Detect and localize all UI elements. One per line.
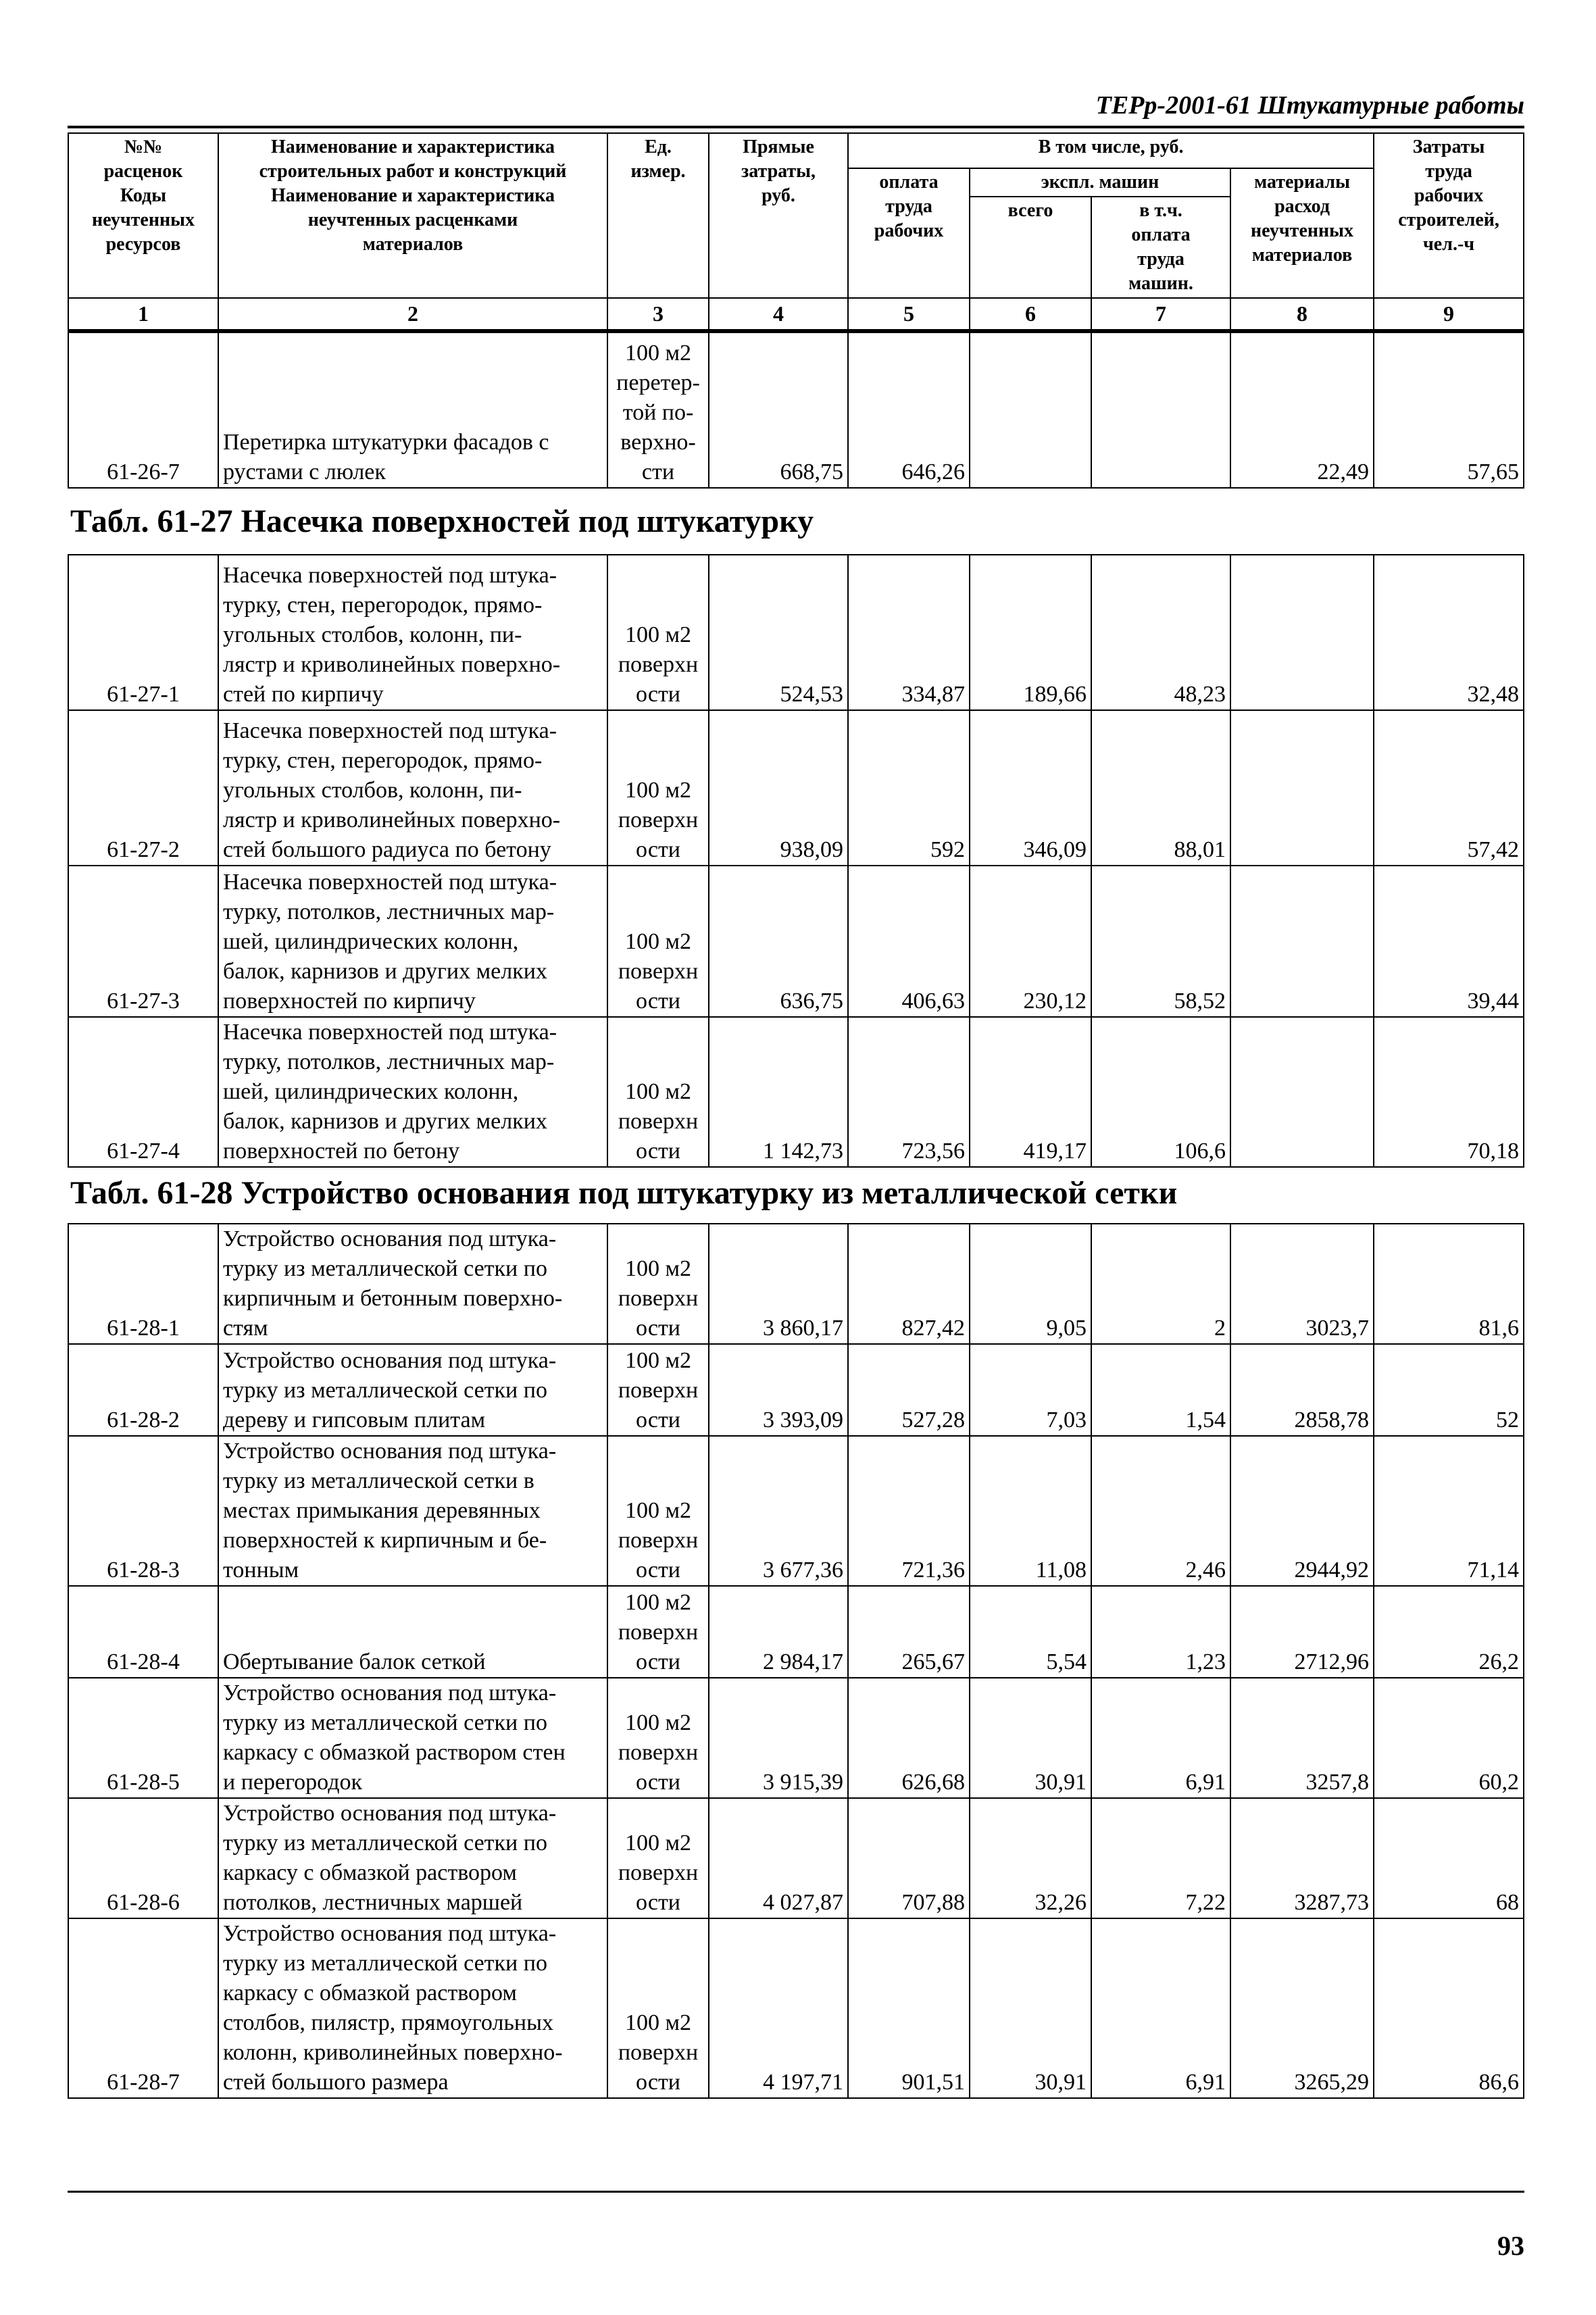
unit-cell: 100 м2 поверхн ости — [607, 1798, 709, 1918]
work-name-cell: Устройство основания под штука- турку из металлической сетки по дереву и гипсовым плитам — [218, 1344, 607, 1436]
machines-total-cell: 30,91 — [970, 1918, 1091, 2098]
table-61-26 — [68, 332, 1524, 489]
labor-hours-cell: 57,65 — [1374, 332, 1524, 488]
unit-cell: 100 м2 поверхн ости — [607, 1436, 709, 1586]
direct-costs-cell: 1 142,73 — [709, 1017, 848, 1167]
direct-costs-cell: 2 984,17 — [709, 1586, 848, 1678]
wages-cell: 265,67 — [848, 1586, 970, 1678]
wages-cell: 406,63 — [848, 866, 970, 1017]
work-name-cell: Насечка поверхностей под штука- турку, потолков, лестничных мар- шей, цилиндрических колонн, балок, карнизов и других мелких поверхностей по кирпичу — [218, 866, 607, 1017]
rate-code-cell: 61-28-1 — [68, 1224, 218, 1344]
header-col4: Прямые затраты, руб. — [709, 133, 848, 298]
machines-total-cell: 7,03 — [970, 1344, 1091, 1436]
machines-wages-cell: 58,52 — [1091, 866, 1230, 1017]
index-cell: 9 — [1374, 298, 1524, 330]
section-title-61-28: Табл. 61-28 Устройство основания под штукатурку из металлической сетки — [70, 1175, 1178, 1211]
table-row — [68, 1678, 1524, 1798]
header-col2: Наименование и характеристика строительных работ и конструкций Наименование и характеристика неучтенных расценками материалов — [218, 133, 607, 298]
machines-wages-cell: 6,91 — [1091, 1918, 1230, 2098]
labor-hours-cell: 71,14 — [1374, 1436, 1524, 1586]
labor-hours-cell: 26,2 — [1374, 1586, 1524, 1678]
materials-cell: 3023,7 — [1230, 1224, 1374, 1344]
direct-costs-cell: 3 860,17 — [709, 1224, 848, 1344]
direct-costs-cell: 3 677,36 — [709, 1436, 848, 1586]
wages-cell: 721,36 — [848, 1436, 970, 1586]
rate-code-cell: 61-27-2 — [68, 710, 218, 866]
work-name-cell: Перетирка штукатурки фасадов с рустами с люлек — [218, 332, 607, 488]
work-name-cell: Устройство основания под штука- турку из металлической сетки по каркасу с обмазкой раствором стен и перегородок — [218, 1678, 607, 1798]
machines-total-cell: 9,05 — [970, 1224, 1091, 1344]
labor-hours-cell: 68 — [1374, 1798, 1524, 1918]
table-row — [68, 866, 1524, 1017]
table-row — [68, 1798, 1524, 1918]
rate-code-cell: 61-27-1 — [68, 555, 218, 710]
column-header-table — [68, 132, 1524, 332]
header-col5: оплата труда рабочих — [848, 168, 970, 298]
rate-code-cell: 61-27-3 — [68, 866, 218, 1017]
machines-total-cell: 346,09 — [970, 710, 1091, 866]
direct-costs-cell: 938,09 — [709, 710, 848, 866]
table-row — [68, 710, 1524, 866]
machines-wages-cell: 48,23 — [1091, 555, 1230, 710]
materials-cell — [1230, 1017, 1374, 1167]
machines-wages-cell: 6,91 — [1091, 1678, 1230, 1798]
wages-cell: 707,88 — [848, 1798, 970, 1918]
header-rule — [68, 126, 1524, 128]
materials-cell: 2858,78 — [1230, 1344, 1374, 1436]
table-row — [68, 1224, 1524, 1344]
wages-cell: 527,28 — [848, 1344, 970, 1436]
machines-wages-cell: 1,23 — [1091, 1586, 1230, 1678]
unit-cell: 100 м2 поверхн ости — [607, 1344, 709, 1436]
index-cell: 1 — [68, 298, 218, 330]
rate-code-cell: 61-28-7 — [68, 1918, 218, 2098]
table-61-28 — [68, 1223, 1524, 2099]
work-name-cell: Устройство основания под штука- турку из металлической сетки по каркасу с обмазкой раствором столбов, пилястр, прямоугольных колонн, криволинейных поверхно- стей большого размера — [218, 1918, 607, 2098]
machines-wages-cell: 106,6 — [1091, 1017, 1230, 1167]
header-col6: всего — [970, 197, 1091, 298]
section-title-61-27: Табл. 61-27 Насечка поверхностей под штукатурку — [70, 503, 814, 539]
labor-hours-cell: 57,42 — [1374, 710, 1524, 866]
materials-cell: 2712,96 — [1230, 1586, 1374, 1678]
header-machines: экспл. машин — [970, 168, 1230, 197]
machines-total-cell: 419,17 — [970, 1017, 1091, 1167]
machines-wages-cell: 2,46 — [1091, 1436, 1230, 1586]
unit-cell: 100 м2 поверхн ости — [607, 1017, 709, 1167]
work-name-cell: Насечка поверхностей под штука- турку, стен, перегородок, прямо- угольных столбов, колонн, пи- лястр и криволинейных поверхно- стей большого радиуса по бетону — [218, 710, 607, 866]
labor-hours-cell: 39,44 — [1374, 866, 1524, 1017]
work-name-cell: Насечка поверхностей под штука- турку, потолков, лестничных мар- шей, цилиндрических колонн, балок, карнизов и других мелких поверхностей по бетону — [218, 1017, 607, 1167]
table-61-27 — [68, 554, 1524, 1168]
machines-total-cell: 230,12 — [970, 866, 1091, 1017]
rate-code-cell: 61-28-2 — [68, 1344, 218, 1436]
index-cell: 3 — [607, 298, 709, 330]
unit-cell: 100 м2 поверхн ости — [607, 1224, 709, 1344]
table-row — [68, 332, 1524, 488]
direct-costs-cell: 524,53 — [709, 555, 848, 710]
machines-wages-cell: 88,01 — [1091, 710, 1230, 866]
direct-costs-cell: 4 197,71 — [709, 1918, 848, 2098]
unit-cell: 100 м2 перетер- той по- верхно- сти — [607, 332, 709, 488]
labor-hours-cell: 86,6 — [1374, 1918, 1524, 2098]
unit-cell: 100 м2 поверхн ости — [607, 866, 709, 1017]
wages-cell: 626,68 — [848, 1678, 970, 1798]
wages-cell: 646,26 — [848, 332, 970, 488]
index-cell: 4 — [709, 298, 848, 330]
direct-costs-cell: 3 393,09 — [709, 1344, 848, 1436]
table-row — [68, 1344, 1524, 1436]
footer-rule — [68, 2191, 1524, 2193]
labor-hours-cell: 60,2 — [1374, 1678, 1524, 1798]
materials-cell: 2944,92 — [1230, 1436, 1374, 1586]
table-row — [68, 555, 1524, 710]
machines-wages-cell: 7,22 — [1091, 1798, 1230, 1918]
materials-cell — [1230, 555, 1374, 710]
index-cell: 5 — [848, 298, 970, 330]
unit-cell: 100 м2 поверхн ости — [607, 555, 709, 710]
materials-cell — [1230, 866, 1374, 1017]
work-name-cell: Обертывание балок сеткой — [218, 1586, 607, 1678]
page-number: 93 — [1497, 2231, 1524, 2261]
header-col3: Ед. измер. — [607, 133, 709, 298]
wages-cell: 334,87 — [848, 555, 970, 710]
direct-costs-cell: 4 027,87 — [709, 1798, 848, 1918]
table-row — [68, 1436, 1524, 1586]
unit-cell: 100 м2 поверхн ости — [607, 1586, 709, 1678]
rate-code-cell: 61-26-7 — [68, 332, 218, 488]
direct-costs-cell: 636,75 — [709, 866, 848, 1017]
rate-code-cell: 61-28-4 — [68, 1586, 218, 1678]
rate-code-cell: 61-28-5 — [68, 1678, 218, 1798]
labor-hours-cell: 32,48 — [1374, 555, 1524, 710]
wages-cell: 723,56 — [848, 1017, 970, 1167]
unit-cell: 100 м2 поверхн ости — [607, 1678, 709, 1798]
header-col1: №№ расценок Коды неучтенных ресурсов — [68, 133, 218, 298]
header-group: В том числе, руб. — [848, 133, 1374, 168]
rate-code-cell: 61-28-6 — [68, 1798, 218, 1918]
index-cell: 6 — [970, 298, 1091, 330]
table-row — [68, 1017, 1524, 1167]
machines-total-cell: 32,26 — [970, 1798, 1091, 1918]
labor-hours-cell: 81,6 — [1374, 1224, 1524, 1344]
unit-cell: 100 м2 поверхн ости — [607, 710, 709, 866]
unit-cell: 100 м2 поверхн ости — [607, 1918, 709, 2098]
machines-total-cell: 30,91 — [970, 1678, 1091, 1798]
labor-hours-cell: 70,18 — [1374, 1017, 1524, 1167]
machines-wages-cell: 2 — [1091, 1224, 1230, 1344]
work-name-cell: Устройство основания под штука- турку из металлической сетки по кирпичным и бетонным поверхно- стям — [218, 1224, 607, 1344]
table-row — [68, 1918, 1524, 2098]
wages-cell: 827,42 — [848, 1224, 970, 1344]
direct-costs-cell: 3 915,39 — [709, 1678, 848, 1798]
wages-cell: 592 — [848, 710, 970, 866]
header-col7: в т.ч. оплата труда машин. — [1091, 197, 1230, 298]
materials-cell: 3287,73 — [1230, 1798, 1374, 1918]
header-col8: материалы расход неучтенных материалов — [1230, 168, 1374, 298]
materials-cell: 3265,29 — [1230, 1918, 1374, 2098]
materials-cell: 22,49 — [1230, 332, 1374, 488]
running-header: ТЕРр-2001-61 Штукатурные работы — [1095, 91, 1524, 120]
machines-wages-cell — [1091, 332, 1230, 488]
machines-total-cell — [970, 332, 1091, 488]
materials-cell — [1230, 710, 1374, 866]
work-name-cell: Устройство основания под штука- турку из металлической сетки по каркасу с обмазкой раствором потолков, лестничных маршей — [218, 1798, 607, 1918]
table-row — [68, 1586, 1524, 1678]
rate-code-cell: 61-27-4 — [68, 1017, 218, 1167]
index-cell: 7 — [1091, 298, 1230, 330]
index-cell: 8 — [1230, 298, 1374, 330]
wages-cell: 901,51 — [848, 1918, 970, 2098]
rate-code-cell: 61-28-3 — [68, 1436, 218, 1586]
work-name-cell: Насечка поверхностей под штука- турку, стен, перегородок, прямо- угольных столбов, колонн, пи- лястр и криволинейных поверхно- стей по кирпичу — [218, 555, 607, 710]
header-col9: Затраты труда рабочих строителей, чел.-ч — [1374, 133, 1524, 298]
machines-wages-cell: 1,54 — [1091, 1344, 1230, 1436]
work-name-cell: Устройство основания под штука- турку из металлической сетки в местах примыкания деревянных поверхностей к кирпичным и бе- тонным — [218, 1436, 607, 1586]
machines-total-cell: 5,54 — [970, 1586, 1091, 1678]
machines-total-cell: 189,66 — [970, 555, 1091, 710]
machines-total-cell: 11,08 — [970, 1436, 1091, 1586]
labor-hours-cell: 52 — [1374, 1344, 1524, 1436]
materials-cell: 3257,8 — [1230, 1678, 1374, 1798]
direct-costs-cell: 668,75 — [709, 332, 848, 488]
index-cell: 2 — [218, 298, 607, 330]
